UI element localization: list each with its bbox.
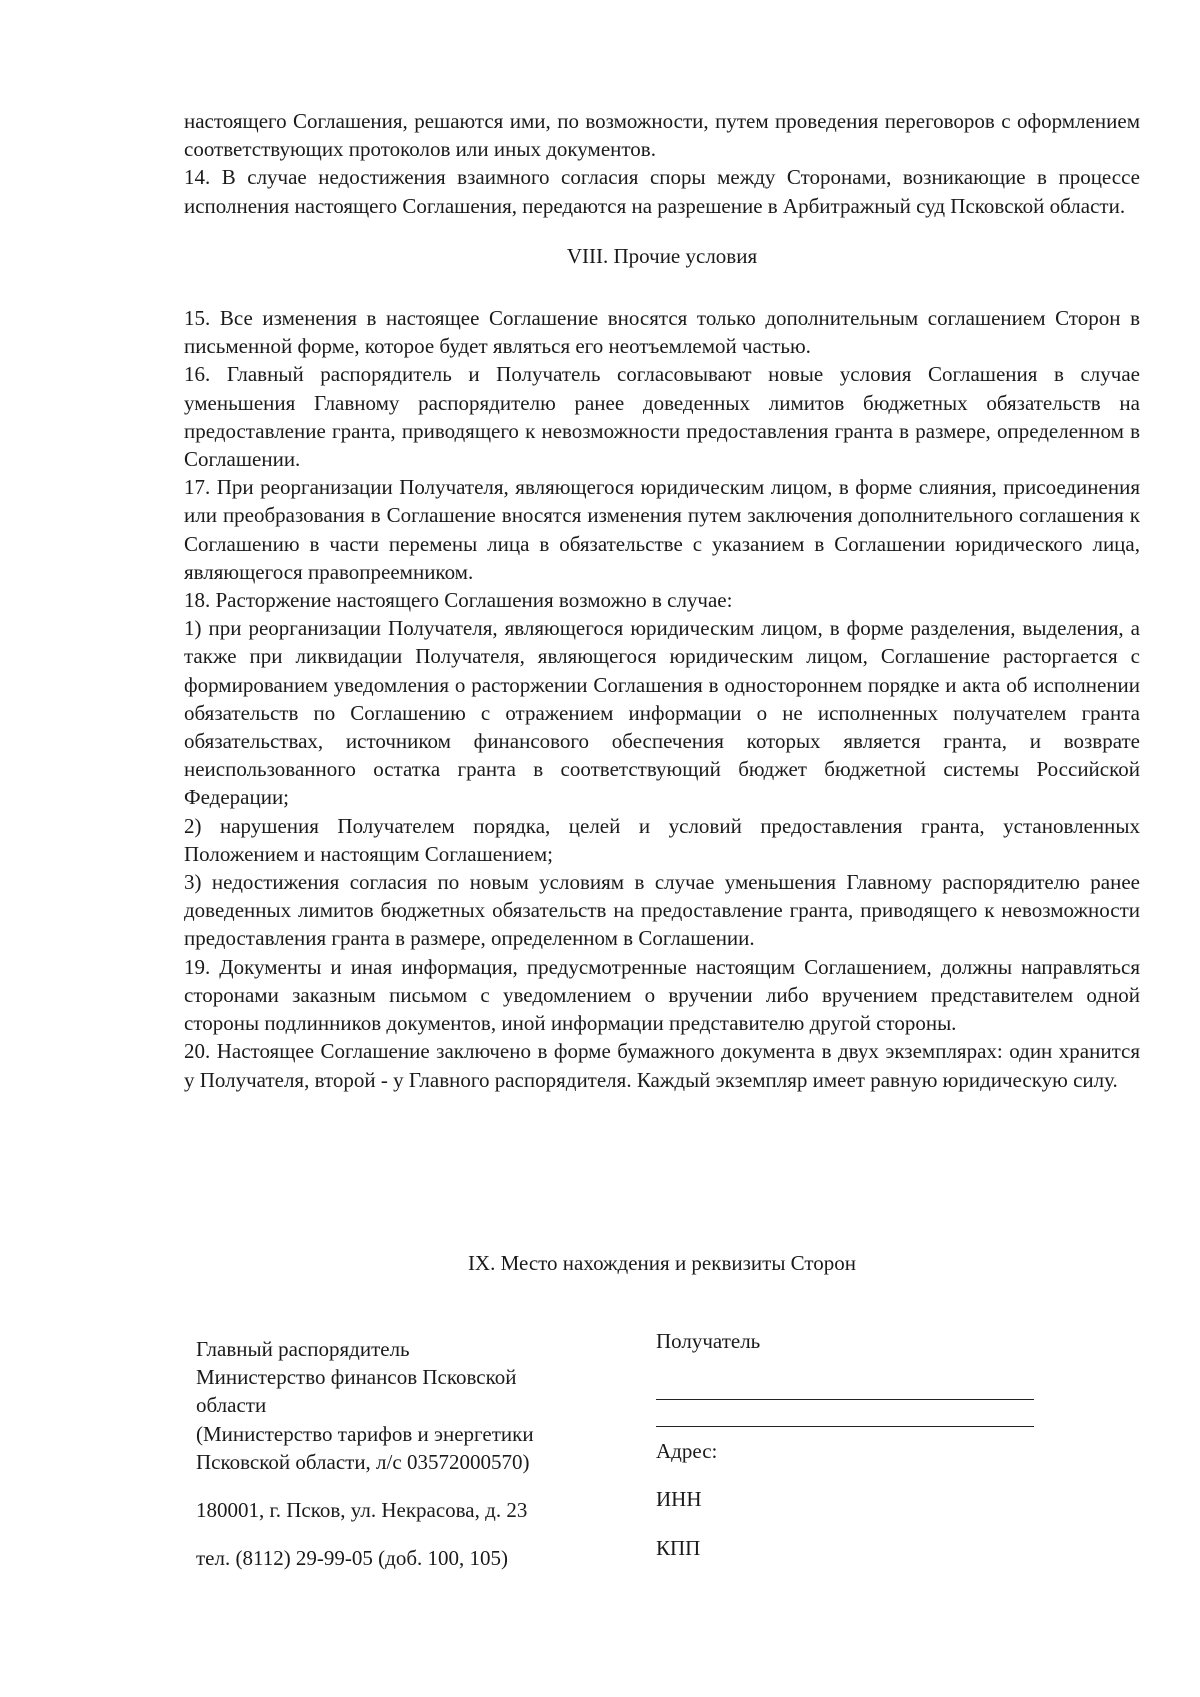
right-party-details [656,1327,1036,1562]
section-9-title: IX. Место нахождения и реквизиты Сторон [467,1251,857,1275]
paragraph-19: 19. Документы и иная информация, предусмотренные настоящим Соглашением, должны направляться сторонами заказным письмом с уведомлением о вручении либо вручением представителем одной стороны подлинников документов, иной информации представителю другой стороны. [184,954,1140,1036]
left-party-phone: тел. (8112) 29-99-05 (доб. 100, 105) [196,1546,509,1571]
right-party-address-label: Адрес: [656,1439,718,1464]
right-party-role: Получатель [656,1329,761,1353]
section-8-title: VIII. Прочие условия [566,243,758,268]
agreement-body [184,107,1140,1094]
recipient-name-blank-line-1 [656,1399,1034,1400]
left-party-name-line-1: Министерство финансов Псковской [196,1365,517,1390]
left-party-name-line-3: (Министерство тарифов и энергетики [196,1421,534,1446]
paragraph-18-item-2: 2) нарушения Получателем порядка, целей и условий предоставления гранта, установленных Положением и настоящим Соглашением; [184,813,1140,866]
paragraph-16: 16. Главный распорядитель и Получатель согласовывают новые условия Соглашения в случае уменьшения Главному распорядителю ранее доведенных лимитов бюджетных обязательств на предоставление гранта, приводящего к невозможности предоставления гранта в размере, определенном в Соглашении. [184,362,1140,472]
paragraph-17: 17. При реорганизации Получателя, являющегося юридическим лицом, в форме слияния, присоединения или преобразования в Соглашение вносятся изменения путем заключения дополнительного соглашения к Соглашению в части перемены лица в обязательстве с указанием в Соглашении юридического лица, являющегося правопреемником. [184,475,1140,584]
left-party-address: 180001, г. Псков, ул. Некрасова, д. 23 [196,1498,528,1523]
right-party-kpp-label: КПП [656,1535,701,1560]
section-9-header [184,1249,1140,1277]
paragraph-14: 14. В случае недостижения взаимного согласия споры между Сторонами, возникающие в процессе исполнения настоящего Соглашения, передаются на разрешение в Арбитражный суд Псковской области. [184,165,1140,218]
paragraph-15: 15. Все изменения в настоящее Соглашение вносятся только дополнительным соглашением Сторон в письменной форме, которое будет являться его неотъемлемой частью. [184,306,1140,359]
left-party-role: Главный распорядитель [196,1337,410,1361]
paragraph-18-item-3: 3) недостижения согласия по новым условиям в случае уменьшения Главному распорядителю ранее доведенных лимитов бюджетных обязательств на предоставление гранта, приводящего к невозможности предоставления гранта в размере, определенном в Соглашении. [184,870,1140,951]
left-party-name-line-4: Псковской области, л/с 03572000570) [196,1449,530,1474]
recipient-name-blank-line-2 [656,1426,1034,1427]
right-party-inn-label: ИНН [656,1487,702,1512]
paragraph-18: 18. Расторжение настоящего Соглашения возможно в случае: [184,588,733,613]
left-party-name-line-2: области [196,1393,267,1418]
left-party-details [196,1335,596,1572]
paragraph-18-item-1: 1) при реорганизации Получателя, являющегося юридическим лицом, в форме разделения, выделения, а также при ликвидации Получателя, являющегося юридическим лицом, Соглашение расторгается с формированием уведомления о расторжении Соглашения в одностороннем порядке и акта об исполнении обязательств по Соглашению с отражением информации о не исполненных получателем гранта обязательствах, источником финансового обеспечения которых является гранта, и возврате неиспользованного остатка гранта в соответствующий бюджет бюджетной системы Российской Федерации; [184,616,1140,810]
paragraph-20: 20. Настоящее Соглашение заключено в форме бумажного документа в двух экземплярах: один хранится у Получателя, второй - у Главного распорядителя. Каждый экземпляр имеет равную юридическую силу. [184,1039,1140,1092]
paragraph-continuation: настоящего Соглашения, решаются ими, по возможности, путем проведения переговоров с оформлением соответствующих протоколов или иных документов. [184,109,1140,162]
